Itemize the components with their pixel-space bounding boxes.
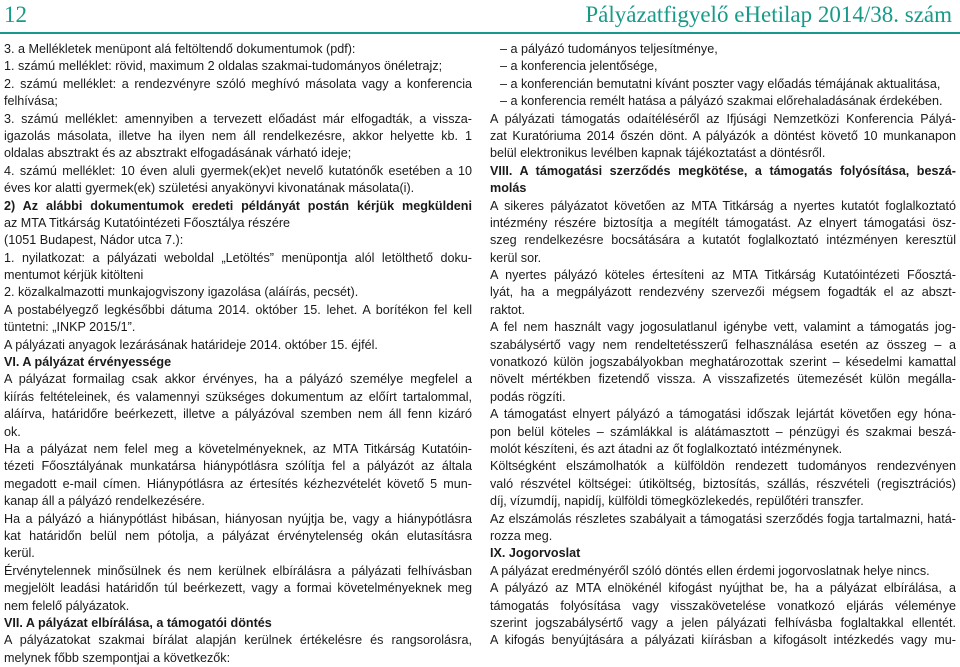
text-line: vonatkozó külön jogszabályokban meghatározottak szerint – késedelmi kamattal: [490, 355, 956, 370]
text-line: zat Kuratóriuma 2014 őszén dönt. A pályázók a döntést követő 10 munkanapon: [490, 128, 956, 143]
text-line: A nyertes pályázó köteles értesíteni az MTA Titkárság Kutatóintézeti Főosztá-: [490, 268, 956, 283]
text-line: 2) Az alábbi dokumentumok eredeti példányát postán kérjük megküldeni: [4, 198, 472, 213]
text-line: VIII. A támogatási szerződés megkötése, a támogatás folyósítása, beszá-: [490, 163, 956, 178]
page-header: [0, 0, 960, 40]
text-line: – a konferencia remélt hatása a pályázó szakmai előrehaladásának érdekében.: [500, 94, 943, 109]
text-line: A pályázat eredményéről szóló döntés ellen érdemi jogorvoslatnak helye nincs.: [490, 563, 930, 578]
text-line: növelt mértékben fizetendő vissza. A visszafizetés ütemezését külön megálla-: [490, 372, 956, 387]
text-line: 2. közalkalmazotti munkajogviszony igazolása (aláírás, pecsét).: [4, 285, 359, 300]
text-line: tüntetni: „INKP 2015/1”.: [4, 320, 136, 335]
publication-title: Pályázatfigyelő eHetilap 2014/38. szám: [585, 2, 952, 27]
text-line: Érvénytelennek minősülnek és nem kerülnek elbírálásra a pályázati felhívásban: [4, 563, 472, 578]
text-line: A pályázó az MTA elnökénél kifogást nyújthat be, ha a pályázat elbírálása, a: [490, 581, 956, 596]
text-line: A támogatást elnyert pályázó a támogatási időszak lejártát követően egy hóna-: [490, 407, 956, 422]
text-line: igazolás másolata, illetve ha ilyen nem áll rendelkezésre, akkor helyette kb. 1: [4, 128, 472, 143]
text-line: 3. a Mellékletek menüpont alá feltöltendő dokumentumok (pdf):: [4, 42, 356, 56]
text-line: A sikeres pályázatot követően az MTA Titkárság a nyertes kutatót foglalkoztató: [490, 198, 956, 213]
text-line: támogatás folyósítása vagy visszakövetelése vonatkozó eljárás véleménye: [490, 598, 956, 613]
text-line: – a konferencián bemutatni kívánt poszter vagy előadás témájának aktualitása,: [500, 76, 941, 91]
text-line: A pályázati támogatás odaítéléséről az Ifjúsági Nemzetközi Konferencia Pályá-: [490, 111, 956, 126]
text-line: Ha a pályázó a hiánypótlást hibásan, hiányosan nyújtja be, vagy a hiánypótlásra: [4, 511, 472, 526]
text-line: aláírva, határidőre beérkezett, illetve a pályázóval szemben nem áll fenn kizáró: [4, 407, 472, 422]
text-line: nem felelő pályázatok.: [4, 598, 130, 613]
page-number: 12: [4, 2, 27, 27]
left-column: [4, 41, 472, 667]
text-line: VI. A pályázat érvényessége: [4, 355, 172, 370]
text-line: A postabélyegző legkésőbbi dátuma 2014. október 15. lehet. A borítékon fel kell: [4, 302, 472, 317]
text-line: szerint jogszabálysértő vagy a jelen pályázati felhívásba foglaltakkal ellentét.: [490, 615, 956, 630]
text-line: 3. számú melléklet: amennyiben a tervezett előadást már elfogadták, a vissza-: [4, 111, 472, 126]
text-line: kerül sor.: [490, 250, 542, 265]
text-line: lyát, ha a megpályázott rendezvény szervezői mégsem fogadták el az abszt-: [490, 285, 956, 300]
text-line: kat határidőn belül nem pótolja, a pályázat érvénytelenség okán elutasításra: [4, 528, 472, 543]
text-line: 1. számú melléklet: rövid, maximum 2 oldalas szakmai-tudományos önéletrajz;: [4, 59, 443, 74]
text-line: felhívása;: [4, 94, 58, 109]
text-line: oldalas absztrakt és az absztrakt elfogadásának várható ideje;: [4, 146, 352, 161]
text-line: A pályázat formailag csak akkor érvényes, ha a pályázó személye megfelel a: [4, 372, 472, 387]
text-line: ok.: [4, 424, 21, 439]
text-line: kanap áll a pályázó rendelkezésére.: [4, 494, 205, 509]
text-line: 1. nyilatkozat: a pályázati weboldal „Letöltés” menüpontja alól letölthető doku-: [4, 250, 472, 265]
text-line: 2. számú melléklet: a rendezvényre szóló meghívó másolata vagy a konferencia: [4, 76, 472, 91]
text-line: molót készíteni, és azt átadni az őt foglalkoztató intézménynek.: [490, 441, 843, 456]
text-line: díj, vízumdíj, napidíj, külföldi tömegközlekedés, repülőtéri transzfer.: [490, 494, 864, 509]
text-line: belül elektronikus levélben kapnak tájékoztatást a döntésről.: [490, 146, 826, 161]
text-line: kerül.: [4, 546, 35, 561]
text-line: tézeti Főosztályának munkatársa hiánypótlásra szólítja fel a pályázót az általa: [4, 459, 472, 474]
text-line: Az elszámolás részletes szabályait a támogatási szerződés fogja tartalmazni, hatá-: [490, 511, 956, 526]
text-line: IX. Jogorvoslat: [490, 546, 581, 561]
text-line: 4. számú melléklet: 10 éven aluli gyermek(ek)et nevelő kutatónők esetében a 10: [4, 163, 472, 178]
text-line: szeg rendelkezésre bocsátására a kutatót foglalkoztató intézményen keresztül: [490, 233, 956, 248]
header-rule: [0, 32, 960, 34]
text-line: szabálysértő vagy nem rendeltetésszerű felhasználása esetén az összeg – a: [490, 337, 956, 352]
text-line: A kifogás benyújtására a pályázati kiírásban a kifogásolt intézkedés vagy mu-: [490, 633, 956, 648]
text-line: raktot.: [490, 302, 525, 317]
text-line: Költségként elszámolhatók a külföldön rendezett tudományos rendezvényen: [490, 459, 956, 474]
text-line: mentumot kérjük kitölteni: [4, 268, 144, 283]
right-column: [490, 41, 956, 650]
text-line: megadott e-mail címen. Hiánypótlásra az értesítés kézhezvételét követő 5 mun-: [4, 476, 472, 491]
text-line: az MTA Titkárság Kutatóintézeti Főosztálya részére: [4, 215, 291, 230]
text-line: (1051 Budapest, Nádor utca 7.):: [4, 233, 184, 248]
text-line: podás rögzíti.: [490, 389, 566, 404]
text-line: molás: [490, 181, 527, 196]
text-line: kiírás feltételeinek, és valamennyi szükséges dokumentum az előírt tartalommal,: [4, 389, 472, 404]
text-line: való részvétel költségei: útiköltség, biztosítás, szállás, részvételi (regisztrációs): [490, 476, 956, 491]
text-line: intézmény részére biztosítja a megítélt támogatást. Az elnyert támogatási ösz-: [490, 215, 956, 230]
text-line: Ha a pályázat nem felel meg a követelményeknek, az MTA Titkárság Kutatóin-: [4, 441, 472, 456]
text-line: rozza meg.: [490, 528, 553, 543]
text-line: éves kor alatti gyermek(ek) születési anyakönyvi kivonatának másolata(i).: [4, 181, 415, 196]
text-line: melynek főbb szempontjai a következők:: [4, 650, 231, 665]
text-line: A fel nem használt vagy jogosulatlanul igénybe vett, valamint a támogatás jog-: [490, 320, 956, 335]
text-line: megjelölt leadási határidőn túl beérkezett, vagy a formai követelményeknek meg: [4, 581, 472, 596]
text-line: pon belül köteles – számlákkal is alátámasztott – pénzügyi és szakmai beszá-: [490, 424, 956, 439]
text-line: VII. A pályázat elbírálása, a támogatói döntés: [4, 615, 272, 630]
text-line: – a pályázó tudományos teljesítménye,: [500, 42, 718, 56]
text-line: – a konferencia jelentősége,: [500, 59, 658, 74]
text-line: A pályázati anyagok lezárásának határideje 2014. október 15. éjfél.: [4, 337, 378, 352]
text-line: A pályázatokat szakmai bírálat alapján kerülnek értékelésre és rangsorolásra,: [4, 633, 472, 648]
